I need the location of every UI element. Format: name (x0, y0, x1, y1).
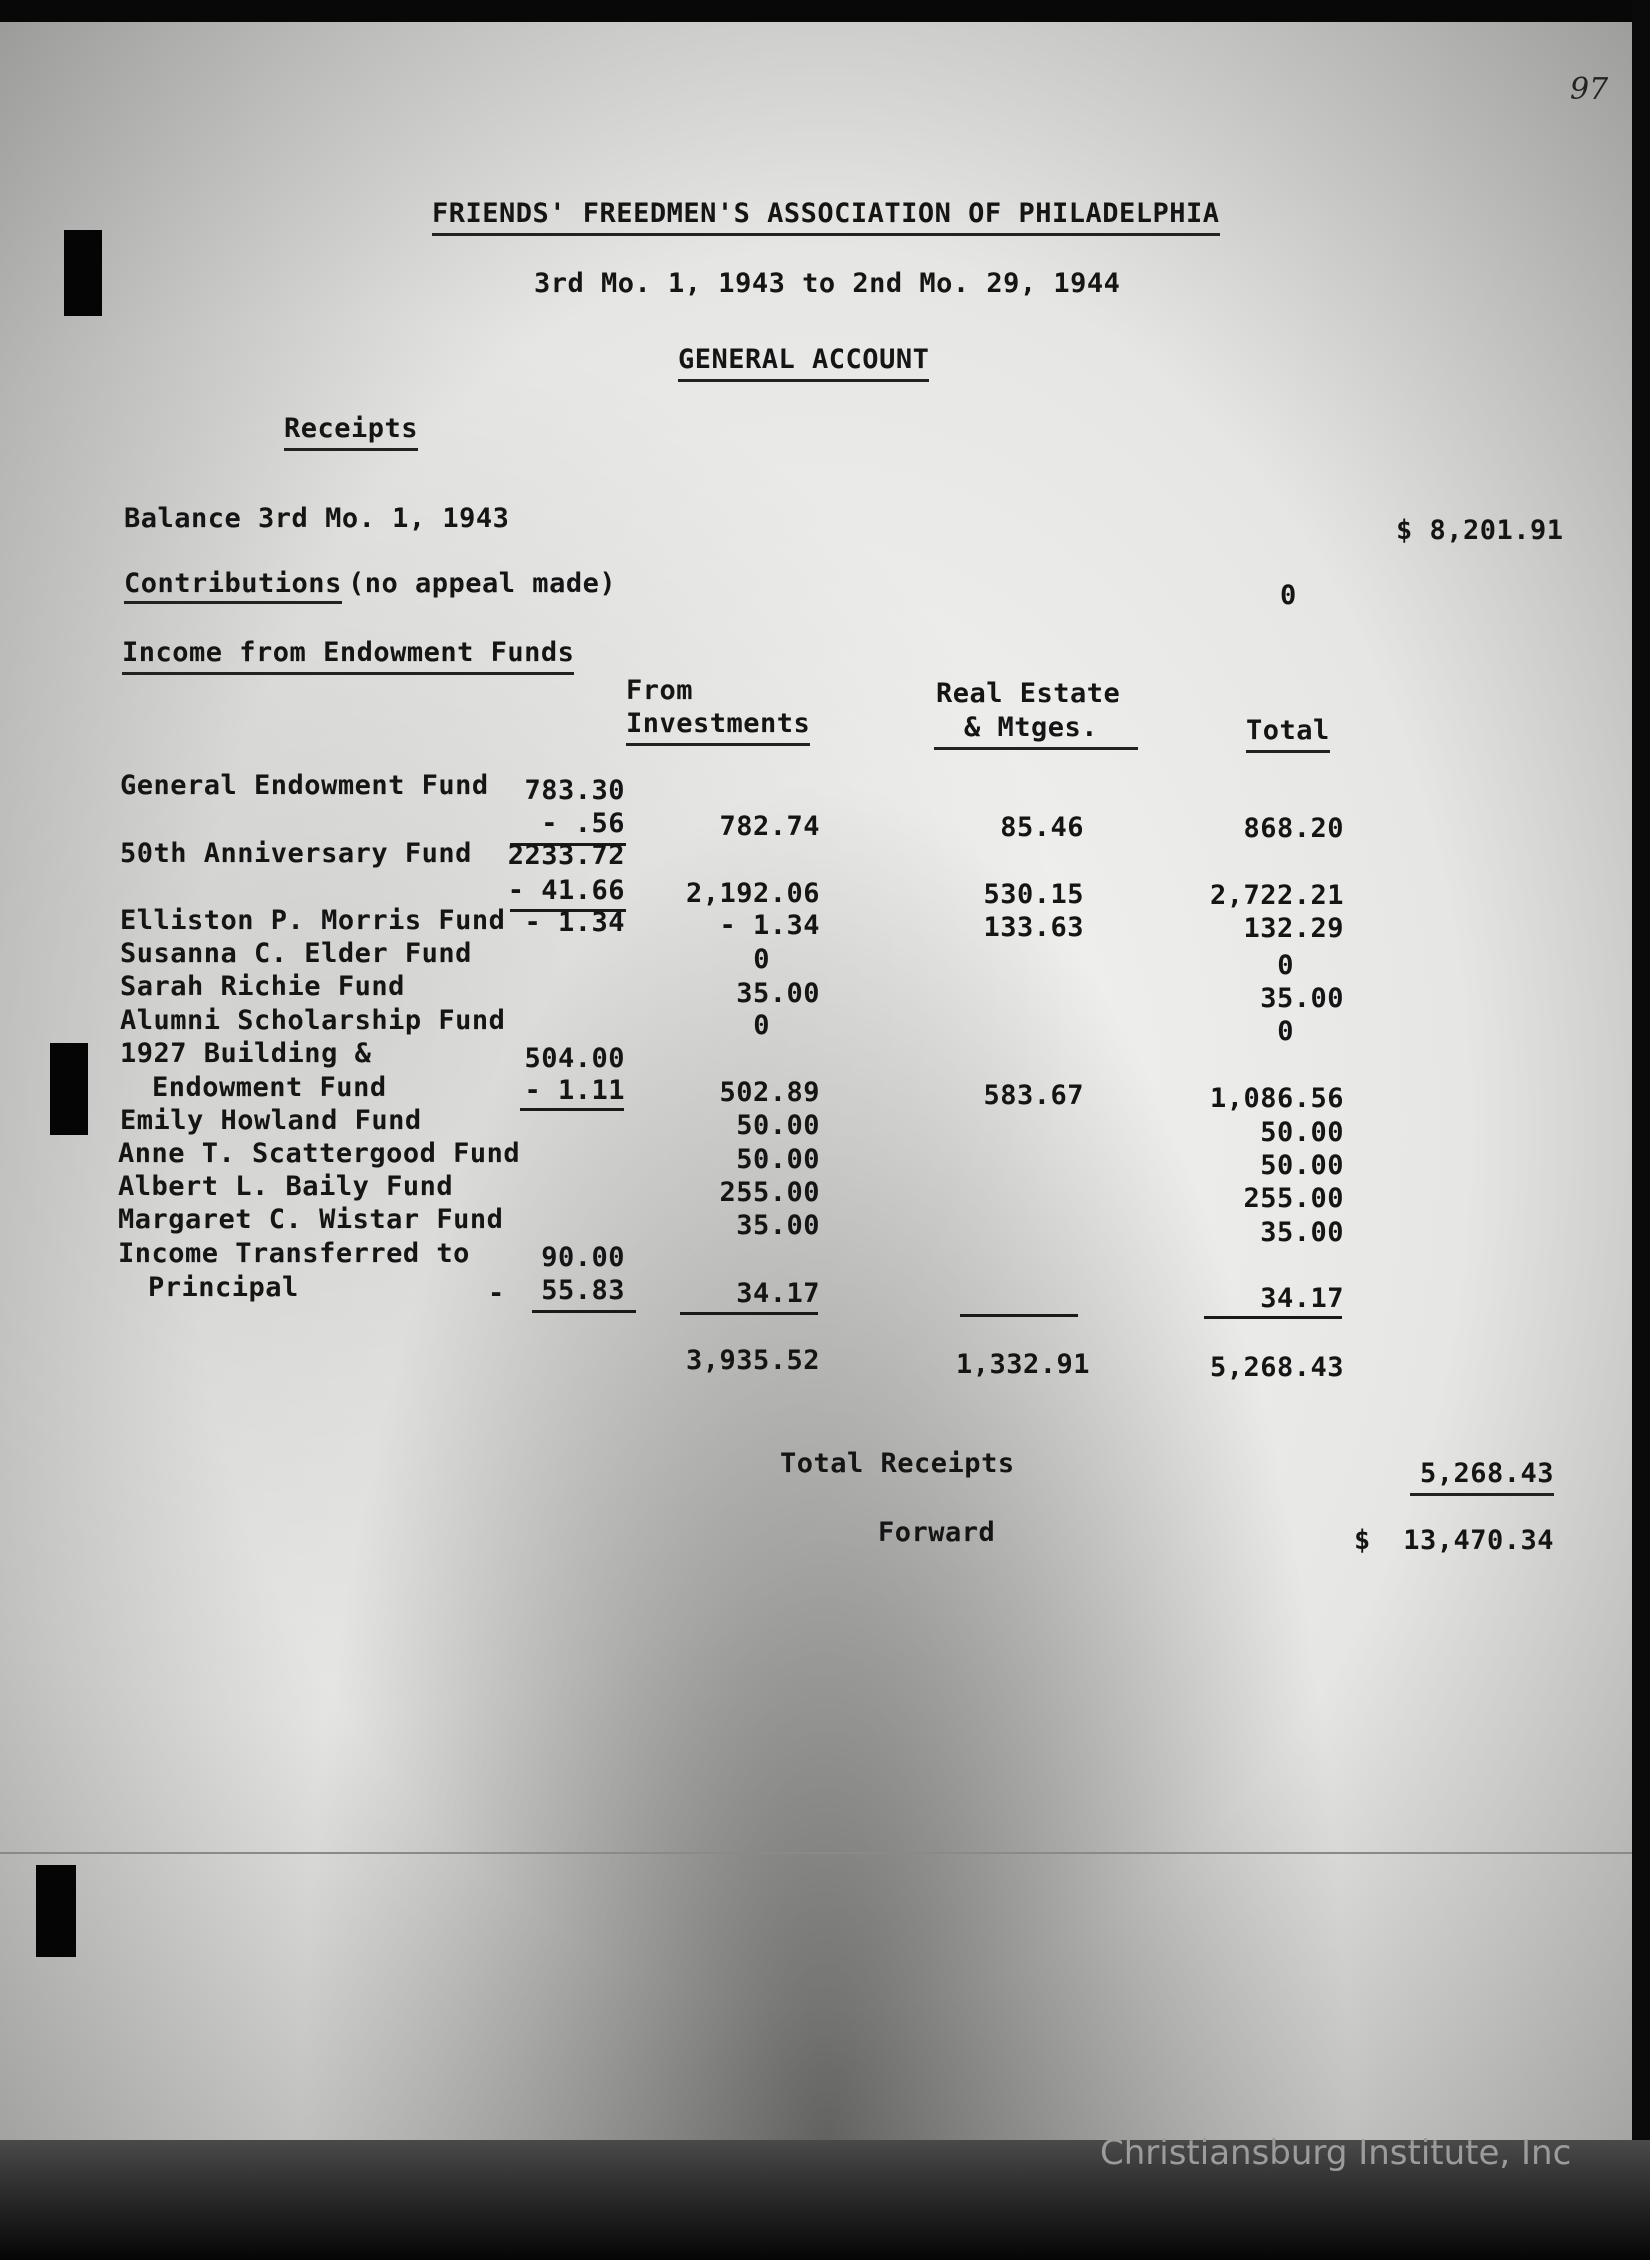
organization-title: FRIENDS' FREEDMEN'S ASSOCIATION OF PHILADELPHIA (432, 198, 1220, 236)
fund-total: 255.00 (1243, 1183, 1344, 1214)
fund-investments: 2,192.06 (685, 878, 820, 909)
income-heading: Income from Endowment Funds (122, 637, 574, 675)
fund-label: 50th Anniversary Fund (120, 838, 472, 869)
fund-label: Emily Howland Fund (120, 1105, 422, 1136)
fund-label: Income Transferred to (118, 1238, 470, 1269)
fund-total: 35.00 (1260, 983, 1344, 1014)
fund-label: 1927 Building & (120, 1038, 372, 1069)
total-column-rule (1204, 1316, 1342, 1319)
fund-realestate: 583.67 (983, 1080, 1084, 1111)
fund-total: 50.00 (1260, 1150, 1344, 1181)
fund-deduction: 55.83 (541, 1275, 625, 1306)
scan-top-border (0, 0, 1650, 22)
fund-label: Margaret C. Wistar Fund (118, 1204, 504, 1235)
forward-label: Forward (878, 1517, 996, 1548)
report-period: 3rd Mo. 1, 1943 to 2nd Mo. 29, 1944 (534, 268, 1121, 299)
balance-label: Balance 3rd Mo. 1, 1943 (124, 503, 510, 534)
fund-subtotal: 2233.72 (507, 840, 625, 871)
page-number: 97 (1570, 72, 1609, 107)
fund-label: Elliston P. Morris Fund (120, 905, 506, 936)
contributions-label: Contributions (124, 568, 342, 604)
fund-investments: 35.00 (736, 978, 820, 1009)
contributions-value: 0 (1280, 580, 1297, 611)
fund-investments: 50.00 (736, 1144, 820, 1175)
fund-total: 35.00 (1260, 1217, 1344, 1248)
fund-total: 50.00 (1260, 1117, 1344, 1148)
binder-marker-top (64, 230, 102, 316)
fund-label: General Endowment Fund (120, 770, 489, 801)
investments-column-total: 3,935.52 (685, 1345, 820, 1376)
fund-deduction: - .56 (541, 808, 625, 839)
total-receipts-value: 5,268.43 (1410, 1458, 1554, 1496)
fund-total: 0 (1277, 950, 1294, 981)
fund-investments: 0 (753, 1010, 770, 1041)
fund-subtotal: 90.00 (541, 1242, 625, 1273)
fund-label-continued: Principal (148, 1272, 299, 1303)
col-realestate-line1: Real Estate (936, 678, 1121, 709)
fund-investments: 0 (753, 944, 770, 975)
forward-value: 13,470.34 (1403, 1525, 1554, 1556)
receipts-heading: Receipts (284, 413, 418, 451)
watermark-text: Christiansburg Institute, Inc (1100, 2133, 1572, 2173)
binder-marker-bottom (36, 1865, 76, 1957)
account-title: GENERAL ACCOUNT (678, 344, 929, 382)
fund-subtotal: 783.30 (524, 775, 625, 806)
binder-marker-middle (50, 1043, 88, 1135)
fund-investments: - 1.34 (719, 910, 820, 941)
total-receipts-label: Total Receipts (780, 1448, 1015, 1479)
fund-label: Anne T. Scattergood Fund (118, 1138, 521, 1169)
fund-label: Alumni Scholarship Fund (120, 1005, 506, 1036)
fund-label: Susanna C. Elder Fund (120, 938, 472, 969)
col-investments-line1: From (626, 675, 694, 706)
fund-total: 34.17 (1260, 1283, 1344, 1314)
col-investments-line2: Investments (626, 708, 810, 746)
fund-label-continued: Endowment Fund (152, 1072, 387, 1103)
fund-investments: 255.00 (719, 1177, 820, 1208)
fund-total: 2,722.21 (1209, 880, 1344, 911)
fund-total: 0 (1277, 1016, 1294, 1047)
fund-total: 868.20 (1243, 813, 1344, 844)
fund-subtotal: 504.00 (524, 1043, 625, 1074)
balance-value: $ 8,201.91 (1396, 515, 1564, 546)
fund-label: Sarah Richie Fund (120, 971, 405, 1002)
fund-total: 132.29 (1243, 913, 1344, 944)
deduction-rule (520, 1108, 624, 1111)
fund-investments: 50.00 (736, 1110, 820, 1141)
grand-column-total: 5,268.43 (1209, 1352, 1344, 1383)
deduction-rule (532, 1310, 636, 1313)
investments-total-rule (680, 1312, 818, 1315)
fund-investments: 502.89 (719, 1077, 820, 1108)
fund-minus-sign: - (488, 1278, 505, 1309)
fund-investments: 34.17 (736, 1278, 820, 1309)
fund-deduction: - 1.11 (524, 1075, 625, 1106)
fund-deduction: - 41.66 (507, 875, 625, 906)
forward-currency: $ (1354, 1525, 1371, 1556)
fund-label: Albert L. Baily Fund (118, 1171, 454, 1202)
fund-realestate: 133.63 (983, 912, 1084, 943)
col-total: Total (1246, 715, 1330, 753)
page-fold-line (0, 1852, 1632, 1854)
contributions-note: (no appeal made) (348, 568, 617, 599)
fund-subtotal: - 1.34 (524, 907, 625, 938)
fund-investments: 782.74 (719, 811, 820, 842)
col-realestate-line2: & Mtges. (934, 712, 1138, 750)
realestate-column-total: 1,332.91 (955, 1349, 1090, 1380)
realestate-total-rule (960, 1314, 1078, 1317)
fund-total: 1,086.56 (1209, 1083, 1344, 1114)
fund-realestate: 85.46 (1000, 812, 1084, 843)
scan-right-border (1632, 0, 1650, 2260)
fund-investments: 35.00 (736, 1210, 820, 1241)
fund-realestate: 530.15 (983, 879, 1084, 910)
